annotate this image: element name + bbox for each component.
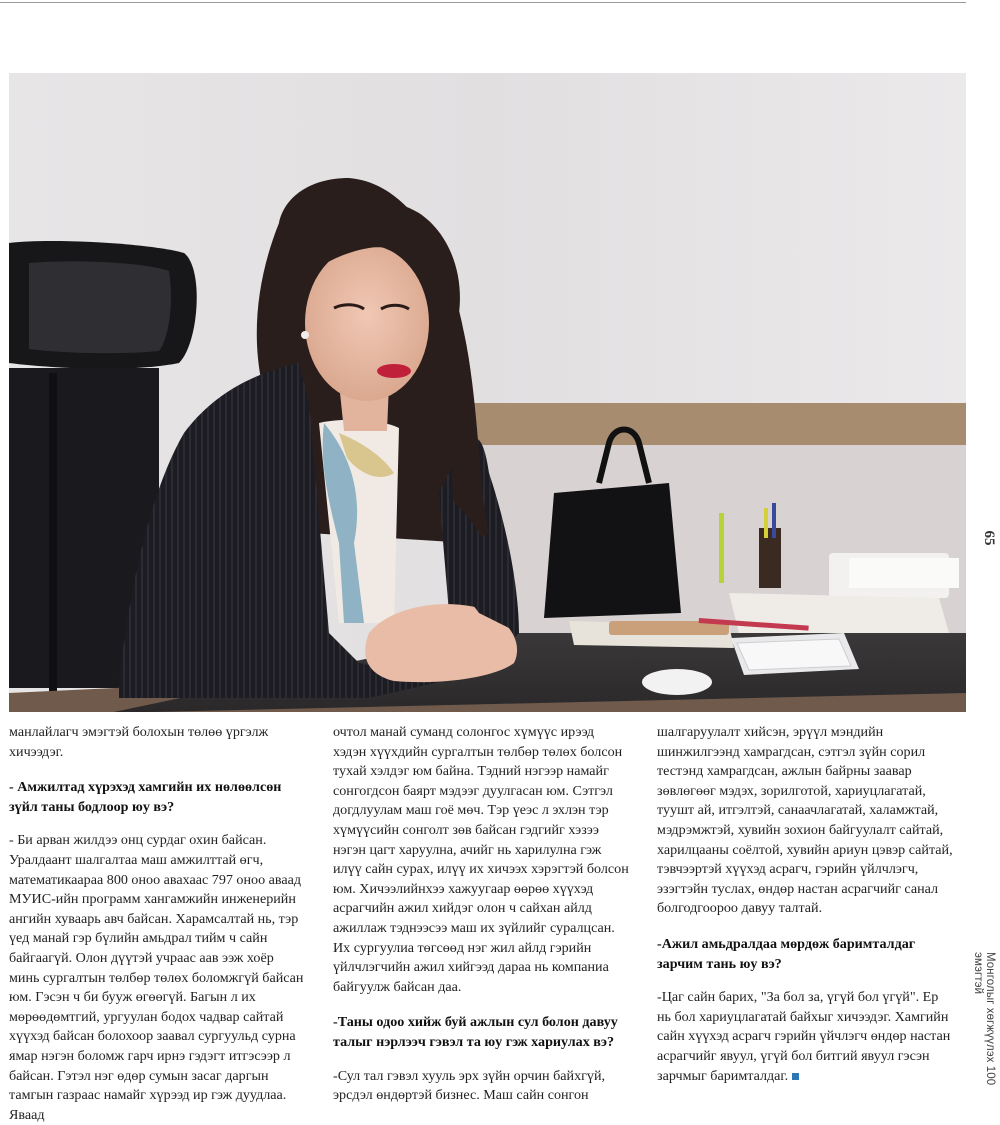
- paragraph-final-text: -Цаг сайн барих, "За бол за, үгүй бол үгүй". Ер нь бол хариуцлагатай байхыг хичээдэг. Хамгийн сайн хүүхэд асрагч гэрийн үйчлэгч өндөр настан асрагчийг явуул, үгүй бол битгий явуул гэсэн зарчмыг баримталдаг.: [657, 989, 951, 1084]
- paragraph: -Сул тал гэвэл хууль эрх зүйн орчин байхгүй, эрсдэл өндөртэй бизнес. Маш сайн сонгон: [333, 1067, 606, 1104]
- text-column-1: [9, 723, 305, 1125]
- mouse: [642, 669, 712, 695]
- interview-question: -Ажил амьдралдаа мөрдөж баримталдаг зарчим тань юу вэ?: [657, 935, 916, 972]
- running-title: Монголыг хөгжүүлэх 100 эмэгтэй: [972, 952, 996, 1086]
- interview-question: - Амжилтад хүрэхэд хамгийн их нөлөөлсөн зүйл таны бодлоор юу вэ?: [9, 779, 282, 815]
- paragraph-final: [657, 988, 953, 1086]
- interview-question: -Таны одоо хийж буй ажлын сул болон давуу талыг нэрлээч гэвэл та юу гэж хариулах вэ?: [333, 1014, 618, 1050]
- paragraph: шалгаруулалт хийсэн, эрүүл мэндийн шинжилгээнд хамрагдсан, сэтгэл зүйн сорил тестэнд хамрагдсан, ажлын байрны заавар зөвлөгөөг мэдэх, зорилготой, хариуцлагатай, туушт ай, итгэлтэй, санаачлагатай, халамжтай, мэдрэмжтэй, хувийн зохион байгуулалт сайтай, харилцааны соёлтой, хувийн ариун цэвэр сайтай, тэвчээртэй хүүхэд асрагч, гэрийн үйлчлэгч, эзэгтэйн туслах, өндөр настан асрагчийг санал болгодгоороо давуу талтай.: [657, 724, 953, 917]
- text-column-2: [333, 723, 629, 1106]
- paragraph: очтол манай суманд солонгос хүмүүс ирээд хэдэн хүүхдийн сургалтын төлбөр төлөх болсон тухай хэлдэг юм байна. Тэдний нэгээр намайг сонгогдсон баярт мэдээг дуулгасан юм. Сэтгэл догдлуулам маш гоё мөч. Тэр үеэс л эхлэн тэр хүмүүсийн сонголт зөв байсан гэдгийг хэзээ нэгэн цагт харуулна, ачийг нь харилулна гэж илүү сайн сурах, илүү их хичээх хэрэгтэй болсон юм. Хичээлийнхээ хажуугаар өөрөө хүүхэд асрагчийн ажил хийдэг олон ч сайхан айлд ажиллаж тэднээсээ маш их зүйлийг суралцсан. Их сургуулиа төгсөөд нэг жил айлд гэрийн үйлчлэгчийн ажил хийгээд дараа нь компаниа байгуулж байсан даа.: [333, 724, 629, 995]
- end-of-article-square-icon: [792, 1073, 799, 1080]
- keyboard: [731, 633, 859, 675]
- interview-photo: [9, 73, 966, 712]
- paragraph: - Би арван жилдээ онц сурдаг охин байсан. Уралдаант шалгалтаа маш амжилттай өгч, математикаараа 800 оноо авахаас 797 оноо аваад МУИС-ийн программ хангамжийн инженерийн ангийн хуваарь авч байсан. Харамсалтай нь, тэр үед манай гэр бүлийн амьдрал тийм ч сайн байгаагүй. Олон дүүтэй учраас аав ээж хоёр минь сургалтын төлбөр төлөх боломжгүй байсан юм. Гэсэн ч би бууж өгөөгүй. Багын л их мөрөөдөмтгий, ургуулан бодох чадвар сайтай хүүхэд байсан болохоор заавал сургуульд сурна ямар нэгэн боломж гарч ирнэ гэдэгт итгэсээр л байсан. Гэтэл нэг өдөр сумын засаг даргын тамгын газраас намайг хүрээд ир гэж дуудлаа. Яваад: [9, 832, 304, 1123]
- page-number: 65: [981, 530, 997, 546]
- paragraph: манлайлагч эмэгтэй болохын төлөө үргэлж хичээдэг.: [9, 724, 269, 760]
- text-column-3: [657, 723, 953, 1086]
- top-rule: [0, 2, 966, 3]
